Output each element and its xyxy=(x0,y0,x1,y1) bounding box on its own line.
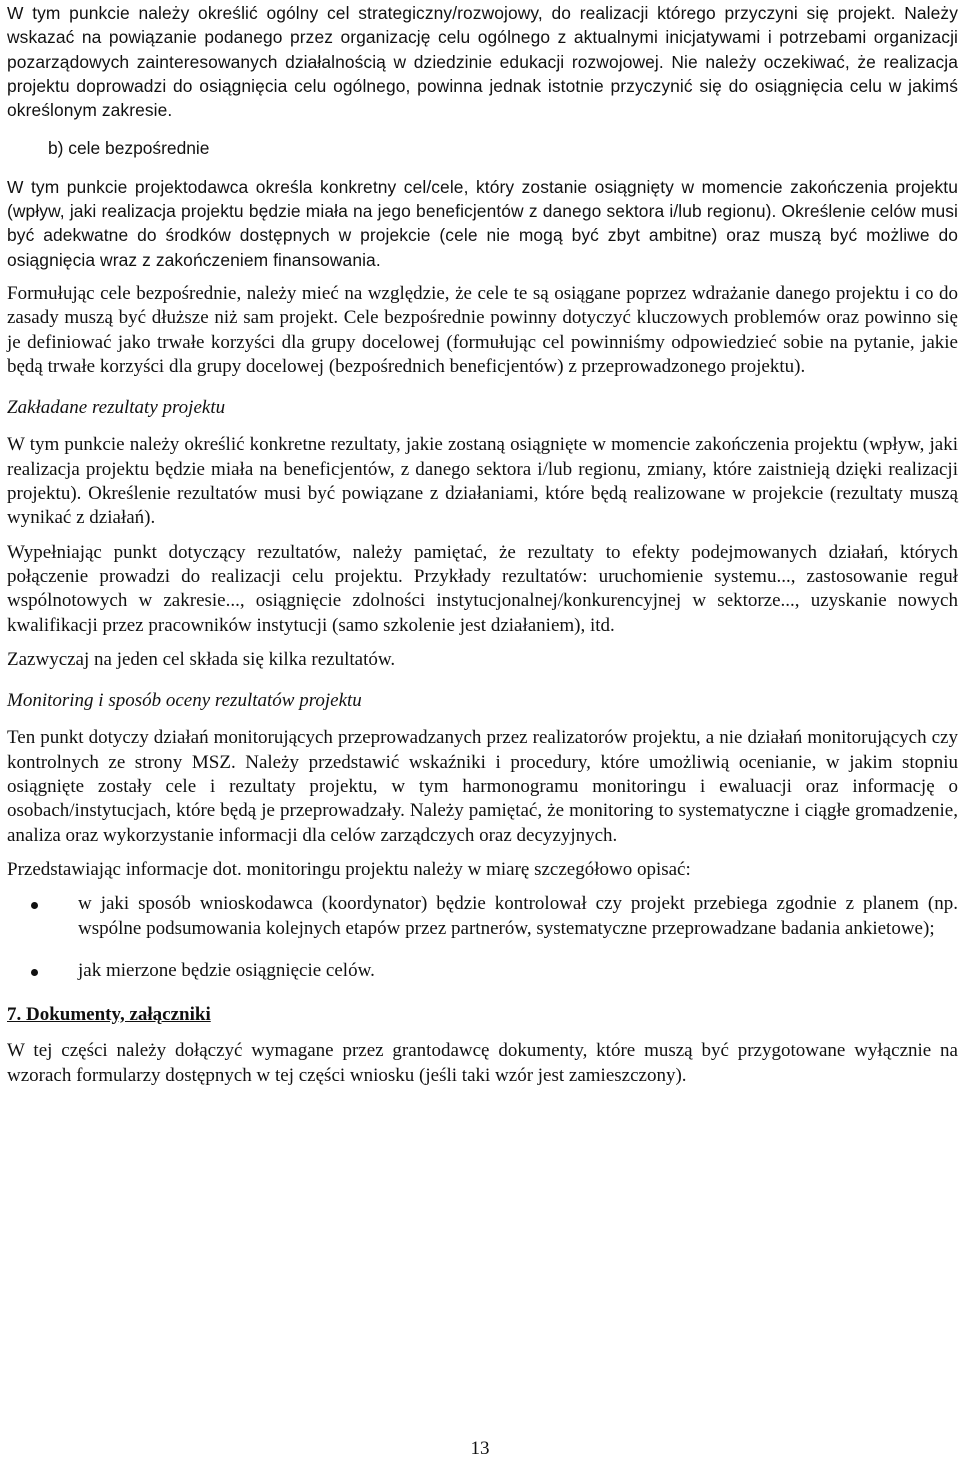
paragraph-formulating-goals: Formułując cele bezpośrednie, należy mieć na względzie, że cele te są osiągane poprzez wdrażanie danego projektu i co do zasady muszą być dłuższe niż sam projekt. Cele bezpośrednie powinny dotyczyć kluczowych problemów oraz powinno się je definiować jako trwałe korzyści dla grupy docelowej (formułując cel powinniśmy odpowiedzieć sobie na pytanie, jakie będą trwałe korzyści dla grupy docelowej (bezpośrednich beneficjentów) z przeprowadzonego projektu). xyxy=(7,282,958,377)
list-item xyxy=(7,892,958,941)
paragraph-monitoring-describe: Przedstawiając informacje dot. monitoringu projektu należy w miarę szczegółowo opisać: xyxy=(7,858,691,880)
section-heading-documents: 7. Dokumenty, załączniki xyxy=(7,1004,211,1026)
paragraph-direct-goals: W tym punkcie projektodawca określa konkretny cel/cele, który zostanie osiągnięty w momencie zakończenia projektu (wpływ, jaki realizacja projektu będzie miała na jego beneficjentów z danego sektora i/lub regionu). Określenie celów musi być adekwatne do środków dostępnych w projekcie (cele nie mogą być zbyt ambitne) oraz muszą być możliwe do osiągnięcia wraz z zakończeniem finansowania. xyxy=(7,176,958,270)
heading-expected-results: Zakładane rezultaty projektu xyxy=(7,397,226,419)
list-item-text: w jaki sposób wnioskodawca (koordynator) będzie kontrolował czy projekt przebiega zgodnie z planem (np. wspólne podsumowania kolejnych etapów przez partnerów, systematyczne przeprowadzane badania ankietowe); xyxy=(78,893,958,939)
paragraph-documents: W tej części należy dołączyć wymagane przez grantodawcę dokumenty, które muszą być przygotowane wyłącznie na wzorach formularzy dostępnych w tej części wniosku (jeśli taki wzór jest zamieszczony). xyxy=(7,1040,958,1086)
bullet-icon xyxy=(31,969,38,976)
paragraph-results-per-goal: Zazwyczaj na jeden cel składa się kilka rezultatów. xyxy=(7,648,396,670)
monitoring-bullet-list xyxy=(7,892,958,983)
paragraph-monitoring: Ten punkt dotyczy działań monitorujących przeprowadzanych przez realizatorów projektu, a nie działań monitorujących czy kontrolnych ze strony MSZ. Należy przedstawić wskaźniki i procedury, które umożliwią ocenianie, w jakim stopniu osiągnięte zostały cele i rezultaty projektu, w tym harmonogramu monitoringu i ewaluacji oraz informację o osobach/instytucjach, które będą je przeprowadzały. Należy pamiętać, że monitoring to systematyczne i ciągłe gromadzenie, analiza oraz wykorzystanie informacji dla celów zarządczych oraz decyzyjnych. xyxy=(7,727,958,846)
subheading-direct-goals: b) cele bezpośrednie xyxy=(48,138,210,159)
document-page xyxy=(7,1,958,1098)
bullet-icon xyxy=(31,902,38,909)
page-number: 13 xyxy=(470,1438,490,1459)
list-item-text: jak mierzone będzie osiągnięcie celów. xyxy=(78,959,375,981)
paragraph-expected-results: W tym punkcie należy określić konkretne rezultaty, jakie zostaną osiągnięte w momencie zakończenia projektu (wpływ, jaki realizacja projektu będzie miała na beneficjentów, z danego sektora i/lub regionu, zmiany, które zaistnieją dzięki realizacji projektu). Określenie rezultatów musi być powiązane z działaniami, które będą realizowane w projekcie (rezultaty muszą wynikać z działań). xyxy=(7,434,958,529)
paragraph-results-examples: Wypełniając punkt dotyczący rezultatów, należy pamiętać, że rezultaty to efekty podejmowanych działań, których połączenie prowadzi do realizacji celu projektu. Przykłady rezultatów: uruchomienie systemu..., zastosowanie reguł wspólnotowych w zakresie..., osiągnięcie zdolności instytucjonalnej/konkurencyjnej w sektorze..., uzyskanie nowych kwalifikacji przez pracowników instytucji (samo szkolenie jest działaniem), itd. xyxy=(7,541,958,636)
heading-monitoring: Monitoring i sposób oceny rezultatów projektu xyxy=(7,690,362,712)
list-item xyxy=(7,959,958,983)
paragraph-general-goal: W tym punkcie należy określić ogólny cel strategiczny/rozwojowy, do realizacji którego przyczyni się projekt. Należy wskazać na powiązanie podanego przez organizację celu ogólnego z aktualnymi inicjatywami i potrzebami organizacji pozarządowych zainteresowanych działalnością w dziedzinie edukacji rozwojowej. Nie należy oczekiwać, że realizacja projektu doprowadzi do osiągnięcia celu ogólnego, powinna jednak istotnie przyczynić się do osiągnięcia celu w jakimś określonym zakresie. xyxy=(7,3,958,121)
